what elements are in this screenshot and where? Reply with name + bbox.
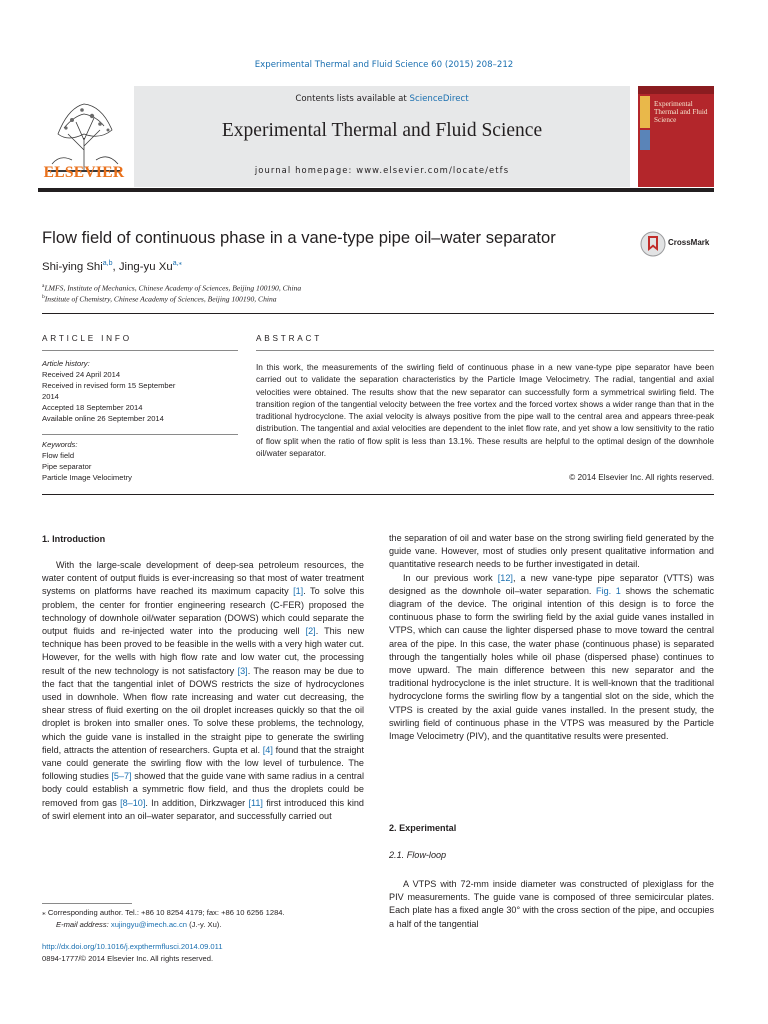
date-received: Received 24 April 2014 bbox=[42, 370, 121, 379]
abstract-text: In this work, the measurements of the swirling field of continuous phase in a new vane-type pipe separator have been carried out to validate the separation characteristics by the Particle Image Velocimetry. The radial, tangential and axial velocities were obtained. The results show that the new separator can successfully form a symmetrical swirling field. The transition region of the tangential velocity between the free vortex and the forced vortex shows a wider range than that in the traditional hydrocyclone. The axial velocity is always positive from the pipe wall to the central area and appears three-peak distribution. The tangential and axial velocities are dependent to the inlet flow rate, and yet show a low sensitivity to the ratio of flow split when the ratio of flow split is less than 13.1%. These results are helpful to the optimal design of the downhole oil/water separator. bbox=[256, 362, 714, 459]
cover-strip bbox=[640, 96, 650, 128]
date-revised: Received in revised form 15 September bbox=[42, 381, 176, 390]
author-affiliation-marker[interactable]: a,⁎ bbox=[172, 260, 183, 267]
text-run: showed that the guide vane with same radius in a central body could establish a symmetric flow field, and thus the droplets could be removed from gas bbox=[42, 771, 364, 808]
cover-strip-blue bbox=[640, 130, 650, 150]
issn-line: 0894-1777/© 2014 Elsevier Inc. All rights reserved. bbox=[42, 953, 214, 963]
citation-link[interactable]: [8–10] bbox=[120, 797, 146, 808]
corresponding-footnote bbox=[42, 907, 285, 930]
footnote-rule bbox=[42, 903, 132, 904]
author-separator: , bbox=[112, 260, 119, 273]
crossmark-label[interactable]: CrossMark bbox=[668, 238, 710, 247]
article-info-heading: ARTICLE INFO bbox=[42, 334, 132, 343]
right-column-text bbox=[389, 532, 714, 743]
date-revised-year: 2014 bbox=[42, 392, 59, 401]
divider bbox=[256, 350, 714, 351]
homepage-prefix: journal homepage: bbox=[254, 165, 357, 175]
experimental-heading: 2. Experimental bbox=[389, 823, 457, 833]
journal-title: Experimental Thermal and Fluid Science bbox=[221, 120, 543, 141]
doi-link[interactable]: http://dx.doi.org/10.1016/j.expthermflusci.2014.09.011 bbox=[42, 942, 223, 951]
cover-title: Experimental Thermal and Fluid Science bbox=[654, 100, 708, 124]
affiliation-marker: a bbox=[42, 283, 45, 289]
abstract-heading: ABSTRACT bbox=[256, 334, 323, 343]
homepage-url-link[interactable]: www.elsevier.com/locate/etfs bbox=[356, 165, 510, 175]
doi-block bbox=[42, 941, 223, 964]
contents-line bbox=[134, 94, 630, 104]
affiliation-marker: b bbox=[42, 294, 45, 300]
author-list bbox=[42, 259, 182, 273]
introduction-heading: 1. Introduction bbox=[42, 534, 106, 544]
contents-prefix: Contents lists available at bbox=[295, 94, 410, 104]
flow-loop-heading: 2.1. Flow-loop bbox=[389, 850, 447, 860]
email-suffix: (J.-y. Xu). bbox=[186, 919, 222, 929]
publisher-logo-text: ELSEVIER bbox=[43, 164, 125, 181]
citation-link[interactable]: [1] bbox=[293, 586, 304, 597]
text-run: With the large-scale development of deep-sea petroleum resources, the water content of output fluids is ever-increasing so that most of water treatment systems on platforms have reached its maximum capacity bbox=[42, 560, 364, 597]
affiliation-text: LMFS, Institute of Mechanics, Chinese Academy of Sciences, Beijing 100190, China bbox=[44, 283, 302, 293]
flow-loop-paragraph bbox=[389, 878, 714, 931]
paragraph: A VTPS with 72-mm inside diameter was constructed of plexiglass for the PIV measurements. The guide vane is composed of three semicircular plates. Each plate has a fixed angle 30° with the cross section of the pipe, and occupies a half of the tangential bbox=[389, 879, 714, 929]
text-run: . To solve this problem, the center for frontier engineering research (C-FER) proposed the technology of downhole oil/water separation (DOWS) which could separate the output fluids and re-injected water into the producing well bbox=[42, 586, 364, 637]
citation-link[interactable]: [2] bbox=[305, 626, 316, 637]
text-run: . This new technique has been proved to be feasible in the wells with a very high water cut. However, for the wells with high flow rate and low water cut, the processing result of the new technology is not satisfactory bbox=[42, 626, 365, 676]
abstract-copyright: © 2014 Elsevier Inc. All rights reserved. bbox=[569, 472, 714, 482]
keyword: Pipe separator bbox=[42, 462, 92, 471]
journal-homepage bbox=[134, 165, 630, 175]
journal-reference[interactable]: Experimental Thermal and Fluid Science 60 (2015) 208–212 bbox=[254, 60, 514, 70]
text-run: first introduced this kind of swirl element into an oil–water separator, and successfully carried out bbox=[42, 797, 364, 821]
text-run: shows the schematic diagram of the device. The original intention of this design is to force the continuous phase to form the swirling field by the axial guide vanes installed in VTPS, which can cause the lighter dispersed phase to move toward the central area of the pipe. In this case, the water phase (continuous phase) is separated through the tangentially holes while oil phase (dispersed phase) continues to move upward. The main difference between this new separator and the traditional hydrocyclone is the inlet structure. It is well-known that the traditional hydrocyclone forms the swirling flow by a tangential slot on the side, which the VTPS is created by the axial guide vanes installed. In the present study, the swirling field of continuous phase in the VTPS was measured by the Particle Image Velocimetry (PIV), and the quantitative results were presented. bbox=[389, 585, 714, 742]
text-run: found that the straight vane could generate the swirling flow with the low level of turbulence. The following studies bbox=[42, 744, 364, 782]
citation-link[interactable]: [12] bbox=[497, 572, 513, 583]
sciencedirect-link[interactable]: ScienceDirect bbox=[409, 94, 469, 104]
introduction-paragraph bbox=[42, 559, 364, 823]
text-run: . In addition, Dirkzwager bbox=[145, 797, 249, 808]
paragraph: the separation of oil and water base on the strong swirling field generated by the guide vane. However, most of studies only present qualitative information and quantitative research needs to be further investigated in detail. bbox=[389, 533, 714, 570]
author-name: Shi-ying Shi bbox=[42, 260, 103, 273]
journal-cover-thumbnail bbox=[638, 86, 714, 187]
keywords-label: Keywords: bbox=[42, 440, 78, 449]
date-online: Available online 26 September 2014 bbox=[42, 414, 164, 423]
date-accepted: Accepted 18 September 2014 bbox=[42, 403, 143, 412]
affiliation-text: Institute of Chemistry, Chinese Academy of Sciences, Beijing 100190, China bbox=[44, 294, 277, 304]
article-history bbox=[42, 358, 175, 424]
email-link[interactable]: xujingyu@imech.ac.cn bbox=[110, 919, 187, 929]
author-name: Jing-yu Xu bbox=[118, 260, 173, 273]
text-run: , a new vane-type pipe separator (VTTS) was designed as the downhole oil–water separation. bbox=[389, 572, 715, 596]
paragraph bbox=[389, 572, 714, 744]
keyword: Flow field bbox=[42, 451, 75, 460]
header-rule bbox=[38, 188, 714, 192]
citation-link[interactable]: [3] bbox=[237, 665, 248, 676]
citation-link[interactable]: [11] bbox=[248, 797, 263, 808]
keywords bbox=[42, 439, 132, 483]
affiliation-b bbox=[42, 294, 277, 304]
divider bbox=[42, 494, 714, 495]
article-title: Flow field of continuous phase in a vane-type pipe oil–water separator bbox=[42, 228, 556, 247]
email-label: E-mail address: bbox=[56, 919, 109, 929]
divider bbox=[42, 350, 238, 351]
text-run: . The reason may be due to the fact that the tangential inlet of DOWS restricts the size of hydrocyclones used in downhole. When flow rate increasing and water cut decreasing, the shear stress of fluid exerting on the oil droplet increases quickly so that the oil droplet is broken into smaller ones. To solve these problems, the technology, which the guide vane is installed in the straight pipe to generate the swirling field, attracts the attention of researchers. Gupta et al. bbox=[42, 665, 364, 755]
author-affiliation-marker[interactable]: a,b bbox=[102, 260, 113, 267]
text-run: In our previous work bbox=[403, 572, 498, 583]
divider bbox=[42, 434, 238, 435]
citation-link[interactable]: [4] bbox=[262, 744, 273, 755]
cover-band bbox=[638, 86, 714, 94]
figure-link[interactable]: Fig. 1 bbox=[596, 585, 621, 596]
history-label: Article history: bbox=[42, 359, 90, 368]
journal-header-box bbox=[134, 86, 630, 187]
affiliation-a bbox=[42, 283, 301, 293]
citation-link[interactable]: [5–7] bbox=[111, 771, 132, 782]
email-line bbox=[42, 919, 285, 931]
crossmark-icon[interactable] bbox=[640, 231, 666, 257]
keyword: Particle Image Velocimetry bbox=[42, 473, 132, 482]
divider bbox=[42, 313, 714, 314]
corresponding-author: ⁎ Corresponding author. Tel.: +86 10 8254 4179; fax: +86 10 6256 1284. bbox=[42, 908, 285, 917]
